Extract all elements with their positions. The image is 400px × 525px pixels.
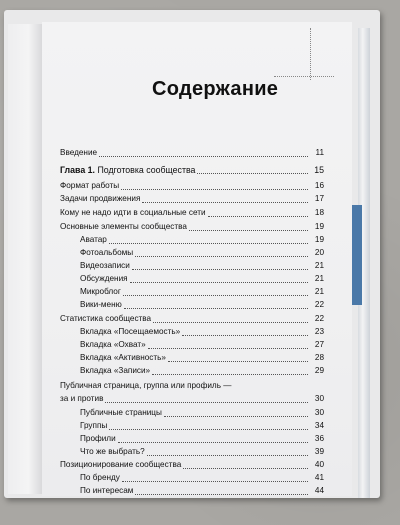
toc-entry-label: Фотоальбомы <box>80 248 134 257</box>
toc-leader-dots <box>130 275 308 283</box>
toc-subentry <box>80 246 324 258</box>
toc-subentry <box>80 406 324 418</box>
toc-entry-label: Введение <box>60 148 98 157</box>
toc-entry-label: Что же выбрать? <box>80 447 145 456</box>
toc-subentry <box>80 338 324 350</box>
left-page <box>8 24 43 494</box>
toc-leader-dots <box>182 328 308 336</box>
toc-entry-page: 19 <box>314 235 324 244</box>
toc-leader-dots <box>168 354 308 362</box>
toc-subentry <box>80 419 324 431</box>
toc-entry-label: Публичная страница, группа или профиль — <box>60 381 232 390</box>
toc-leader-dots <box>164 409 308 417</box>
toc-entry-page: 40 <box>314 460 324 469</box>
toc-entry <box>60 179 324 191</box>
toc-entry-label: Кому не надо идти в социальные сети <box>60 208 206 217</box>
toc-entry-label: Задачи продвижения <box>60 194 141 203</box>
toc-entry <box>60 220 324 232</box>
toc-entry <box>60 379 324 391</box>
toc-leader-dots <box>124 301 308 309</box>
toc-leader-dots <box>121 182 308 190</box>
toc-entry-label: Аватар <box>80 235 107 244</box>
toc-entry-label: Вкладка «Записи» <box>80 366 151 375</box>
toc-entry <box>60 206 324 218</box>
toc-entry-page: 16 <box>314 181 324 190</box>
toc-entry-label: за и против <box>60 394 104 403</box>
toc-entry-page: 41 <box>314 473 324 482</box>
toc-entry-page: 11 <box>315 148 324 157</box>
toc-leader-dots <box>99 149 308 157</box>
contents-page <box>42 22 352 496</box>
toc-subentry <box>80 471 324 483</box>
toc-subentry <box>80 484 324 496</box>
toc-entry-page: 23 <box>314 327 324 336</box>
toc-entry-label: Вкладка «Охват» <box>80 340 146 349</box>
toc-entry-label: Вики-меню <box>80 300 122 309</box>
toc-entry-label: Статистика сообщества <box>60 314 152 323</box>
toc-entry-label: Публичные страницы <box>80 408 162 417</box>
toc-leader-dots <box>153 315 308 323</box>
toc-entry-label: Вкладка «Посещаемость» <box>80 327 181 336</box>
toc-entry-label: Вкладка «Активность» <box>80 353 166 362</box>
chapter-title: Подготовка сообщества <box>97 165 196 175</box>
cover-accent-strip <box>352 205 362 305</box>
toc-entry-label: По интересам <box>80 486 134 495</box>
table-of-contents <box>42 22 352 496</box>
toc-entry-page: 39 <box>314 447 324 456</box>
toc-subentry <box>80 285 324 297</box>
toc-leader-dots <box>105 395 308 403</box>
toc-entry-label: Микроблог <box>80 287 121 296</box>
toc-entry <box>60 392 324 404</box>
toc-entry-page: 15 <box>314 165 324 175</box>
toc-entry-page: 27 <box>314 340 324 349</box>
toc-leader-dots <box>148 341 308 349</box>
toc-leader-dots <box>132 262 308 270</box>
toc-leader-dots <box>197 166 308 174</box>
toc-entry-page: 36 <box>314 434 324 443</box>
toc-leader-dots <box>152 367 308 375</box>
toc-entry-page: 21 <box>314 261 324 270</box>
toc-entry-page: 34 <box>314 421 324 430</box>
toc-leader-dots <box>109 236 308 244</box>
toc-leader-dots <box>135 249 308 257</box>
toc-entry-page: 28 <box>314 353 324 362</box>
toc-entry-page: 19 <box>314 222 324 231</box>
toc-subentry <box>80 445 324 457</box>
toc-leader-dots <box>189 223 308 231</box>
toc-entry-page: 22 <box>314 300 324 309</box>
page-title: Содержание <box>152 78 279 100</box>
toc-leader-dots <box>142 195 308 203</box>
toc-leader-dots <box>135 487 308 495</box>
toc-entry <box>60 458 324 470</box>
toc-leader-dots <box>109 422 308 430</box>
toc-leader-dots <box>118 435 308 443</box>
toc-chapter-entry <box>60 163 324 175</box>
toc-entry-page: 29 <box>314 366 324 375</box>
toc-leader-dots <box>208 209 308 217</box>
toc-entry-page: 17 <box>314 194 324 203</box>
toc-entry-page: 21 <box>314 287 324 296</box>
toc-entry-page: 21 <box>314 274 324 283</box>
toc-subentry <box>80 364 324 376</box>
toc-entry <box>60 312 324 324</box>
toc-entry-page: 30 <box>314 408 324 417</box>
toc-subentry <box>80 259 324 271</box>
toc-leader-dots <box>147 448 308 456</box>
toc-entry <box>60 192 324 204</box>
toc-entry-label: Основные элементы сообщества <box>60 222 187 231</box>
toc-entry <box>60 146 324 158</box>
toc-entry-page: 18 <box>314 208 324 217</box>
toc-subentry <box>80 298 324 310</box>
toc-entry-page: 30 <box>314 394 324 403</box>
toc-leader-dots <box>233 383 308 390</box>
toc-entry-page: 22 <box>314 314 324 323</box>
chapter-number: Глава 1. <box>60 165 95 175</box>
toc-subentry <box>80 233 324 245</box>
toc-entry-label: Профили <box>80 434 116 443</box>
toc-entry-label: Позиционирование сообщества <box>60 460 182 469</box>
toc-leader-dots <box>183 461 308 469</box>
toc-subentry <box>80 272 324 284</box>
toc-entry-page: 20 <box>314 248 324 257</box>
toc-subentry <box>80 432 324 444</box>
toc-entry-label: Обсуждения <box>80 274 128 283</box>
toc-entry-label: По бренду <box>80 473 120 482</box>
toc-entry-label <box>60 165 195 175</box>
toc-entry-label: Видеозаписи <box>80 261 130 270</box>
toc-leader-dots <box>122 474 308 482</box>
toc-leader-dots <box>123 288 308 296</box>
toc-entry-label: Группы <box>80 421 108 430</box>
toc-entry-label: Формат работы <box>60 181 120 190</box>
toc-subentry <box>80 325 324 337</box>
toc-entry-page: 44 <box>314 486 324 495</box>
toc-subentry <box>80 351 324 363</box>
